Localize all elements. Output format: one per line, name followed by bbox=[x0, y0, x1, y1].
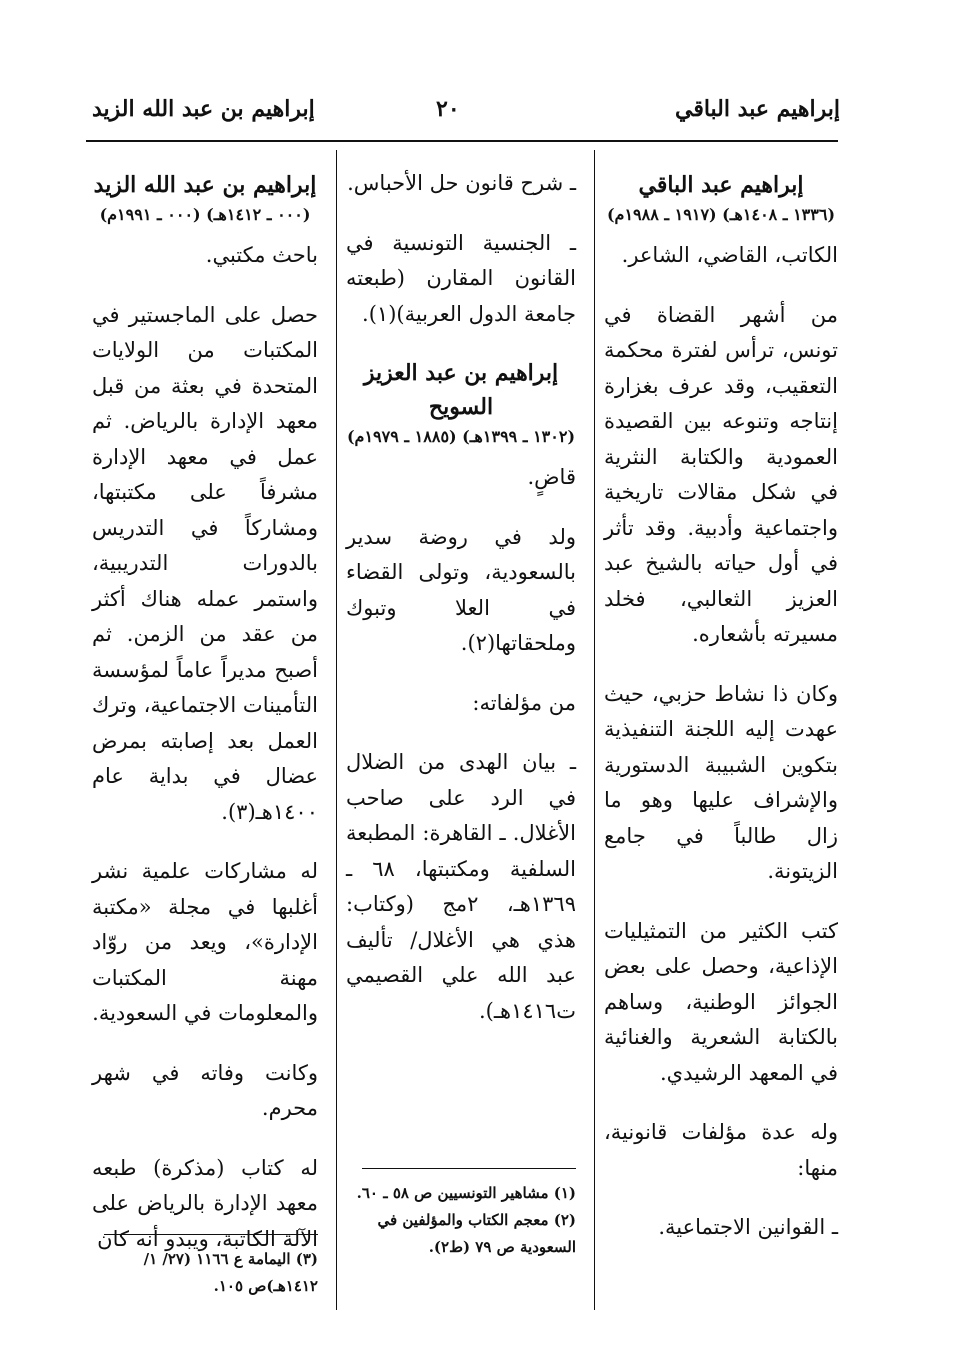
page-number: ٢٠ bbox=[436, 96, 460, 122]
entry-paragraph: ـ القوانين الاجتماعية. bbox=[658, 1215, 838, 1239]
entry-paragraph: باحث مكتبي. bbox=[205, 243, 318, 267]
entry-dates: (١٣٣٦ ـ ١٤٠٨هـ) (١٩١٧ ـ ١٩٨٨م) bbox=[606, 205, 836, 224]
entry-paragraph: ولد في روضة سدير بالسعودية، وتولى القضاء في العلا وتبوك وملحقاتها(٢). bbox=[346, 524, 576, 655]
entry-right bbox=[604, 168, 838, 1270]
footnote-rule bbox=[362, 1168, 576, 1169]
entry-title: إبراهيم عبد الباقي bbox=[638, 172, 804, 198]
running-header-right: إبراهيم عبد الباقي bbox=[674, 96, 840, 122]
entry-paragraph: من مؤلفاته: bbox=[472, 690, 576, 715]
header-rule bbox=[86, 140, 838, 142]
continued-paragraph: ـ شرح قانون حل الأحباس. bbox=[347, 171, 576, 195]
entry-paragraph: وكان ذا نشاط حزبي، حيث عهدت إليه اللجنة التنفيذية بتكوين الشبيبة الدستورية والإشراف عليها وهو ما زال طالباً في جامع الزيتونة. bbox=[604, 681, 838, 883]
continued-paragraph: ـ الجنسية التونسية في القانون المقارن (طبعته جامعة الدول العربية)(١). bbox=[346, 230, 576, 326]
footnotes-middle bbox=[346, 1180, 576, 1261]
entry-left bbox=[92, 168, 318, 1281]
footnote: (٢) معجم الكتاب والمؤلفين في السعودية ص ٧٩ (ط٢). bbox=[377, 1211, 576, 1256]
entry-dates: (٠٠٠ ـ ١٤١٢هـ) (٠٠٠ ـ ١٩٩١م) bbox=[99, 205, 311, 224]
entry-paragraph: من أشهر القضاة في تونس، ترأس لفترة محكمة التعقيب، وقد عرف بغزارة إنتاجه وتنوعه بين القصيدة العمودية والكتابة النثرية في شكل مقالات تاريخية واجتماعية وأدبية. وقد تأثر في أول حياته بالشيخ عبد العزيز الثعالبي، فخلد مسيرته بأشعاره. bbox=[604, 302, 838, 646]
column-divider-left bbox=[336, 150, 337, 1310]
running-header-left: إبراهيم بن عبد الله الزيد bbox=[92, 96, 315, 122]
entry-title: إبراهيم بن عبد العزيز السويح bbox=[363, 360, 559, 420]
entry-paragraph: الكاتب، القاضي، الشاعر. bbox=[621, 243, 838, 267]
entry-paragraph: وله عدة مؤلفات قانونية، منها: bbox=[604, 1120, 838, 1180]
column-divider-right bbox=[594, 150, 595, 1310]
entry-paragraph: كتب الكثير من التمثيليات الإذاعية، وحصل على بعض الجوائز الوطنية، وساهم بالكتابة الشعرية والغنائية في المعهد الرشيدي. bbox=[604, 918, 838, 1085]
entry-title: إبراهيم بن عبد الله الزيد bbox=[93, 172, 317, 198]
footnote: (١) مشاهير التونسيين ص ٥٨ ـ ٦٠. bbox=[356, 1184, 576, 1202]
footnote: (٣) اليمامة ع ١١٦٦ (٢٧/ ١/ ١٤١٢هـ)ص ١٠٥. bbox=[143, 1250, 318, 1295]
entry-dates: (١٣٠٢ ـ ١٣٩٩هـ) (١٨٨٥ ـ ١٩٧٩م) bbox=[346, 427, 576, 446]
entry-paragraph: قاضٍ. bbox=[527, 465, 576, 489]
entry-paragraph: وكانت وفاته في شهر محرم. bbox=[92, 1060, 318, 1120]
entry-paragraph: حصل على الماجستير في المكتبات من الولايات المتحدة في بعثة من قبل معهد الإدارة بالرياض. ثم عمل في معهد الإدارة مشرفاً على مكتبتها، ومشاركاً في التدريس بالدورات التدريبية، واستمر عمله هناك أكثر من عقد من الزمن. ثم أصبح مديراً عاماً لمؤسسة التأمينات الاجتماعية، وترك العمل بعد إصابته بمرض عضال في بداية عام ١٤٠٠هـ(٣). bbox=[92, 302, 318, 824]
footnote-rule bbox=[104, 1234, 318, 1235]
footnotes-left bbox=[92, 1246, 318, 1300]
entry-paragraph: له كتاب (مذكرة) طبعه معهد الإدارة بالرياض على الآلة الكاتبة، ويبدو أنه كان bbox=[92, 1155, 318, 1251]
entry-paragraph: ـ بيان الهدى من الضلال في الرد على صاحب الأغلال. ـ القاهرة: المطبعة السلفية ومكتبتها، ٦٨ ـ ١٣٦٩هـ، ٢مج (وكتاب: هذي هي الأغلال/ تأليف عبد الله علي القصيمي ت١٤١٦هـ). bbox=[346, 750, 576, 1023]
entry-paragraph: له مشاركات علمية نشر أغلبها في مجلة «مكتبة الإدارة»، ويعد من روّاد مهنة المكتبات والمعلومات في السعودية. bbox=[92, 859, 318, 1025]
entry-middle bbox=[346, 166, 576, 1053]
